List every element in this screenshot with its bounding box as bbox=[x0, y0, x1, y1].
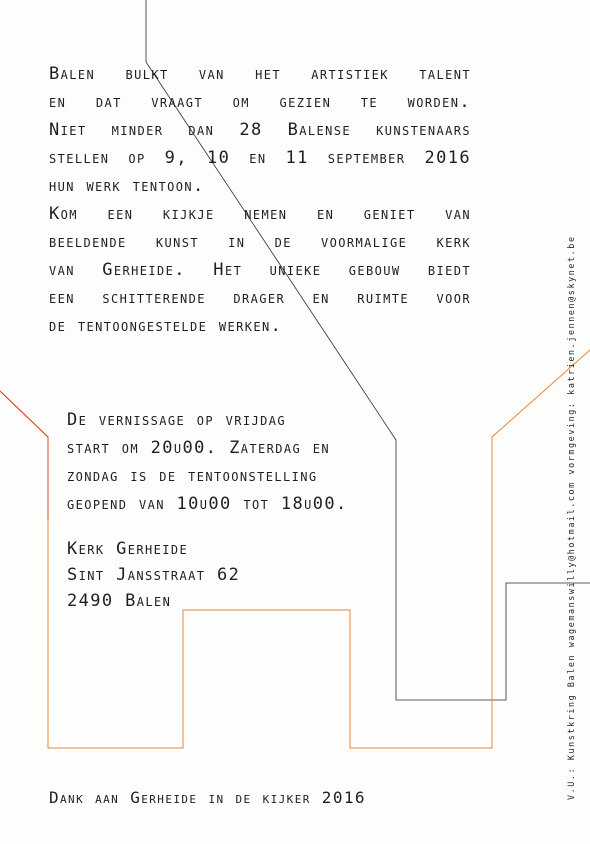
intro-paragraph bbox=[49, 60, 471, 200]
red-roof-accent bbox=[0, 391, 48, 520]
invitation-line: de tentoongestelde werken. bbox=[49, 316, 283, 336]
address-street: Sint Jansstraat 62 bbox=[67, 565, 241, 585]
address-city: 2490 Balen bbox=[67, 591, 172, 611]
vernissage-line: De vernissage op vrijdag bbox=[67, 410, 287, 430]
vernissage-block bbox=[67, 406, 348, 518]
vernissage-line: zondag is de tentoonstelling bbox=[67, 466, 318, 486]
address-block bbox=[67, 536, 240, 614]
invitation-line: van Gerheide. Het unieke gebouw biedt bbox=[49, 260, 471, 280]
intro-line: stellen op 9, 10 en 11 september 2016 bbox=[49, 148, 471, 168]
intro-line: Balen bulkt van het artistiek talent bbox=[49, 64, 471, 84]
intro-line: Niet minder dan 28 Balense kunstenaars bbox=[49, 120, 471, 140]
invitation-line: Kom een kijkje nemen en geniet van bbox=[49, 204, 471, 224]
invitation-line: een schitterende drager en ruimte voor bbox=[49, 288, 471, 308]
vernissage-line: geopend van 10u00 tot 18u00. bbox=[67, 494, 348, 514]
invitation-paragraph bbox=[49, 200, 471, 340]
invitation-line: beeldende kunst in de voormalige kerk bbox=[49, 232, 471, 252]
intro-line: en dat vraagt om gezien te worden. bbox=[49, 92, 471, 112]
credits-vertical: V.U.: Kunstkring Balen wagemanswilly@hotmail.com vormgeving: katrien.jennen@skynet.be bbox=[566, 235, 576, 800]
vernissage-line: start om 20u00. Zaterdag en bbox=[67, 438, 330, 458]
address-venue: Kerk Gerheide bbox=[67, 539, 189, 559]
intro-line: hun werk tentoon. bbox=[49, 176, 205, 196]
footer-thanks: Dank aan Gerheide in de kijker 2016 bbox=[49, 788, 366, 807]
